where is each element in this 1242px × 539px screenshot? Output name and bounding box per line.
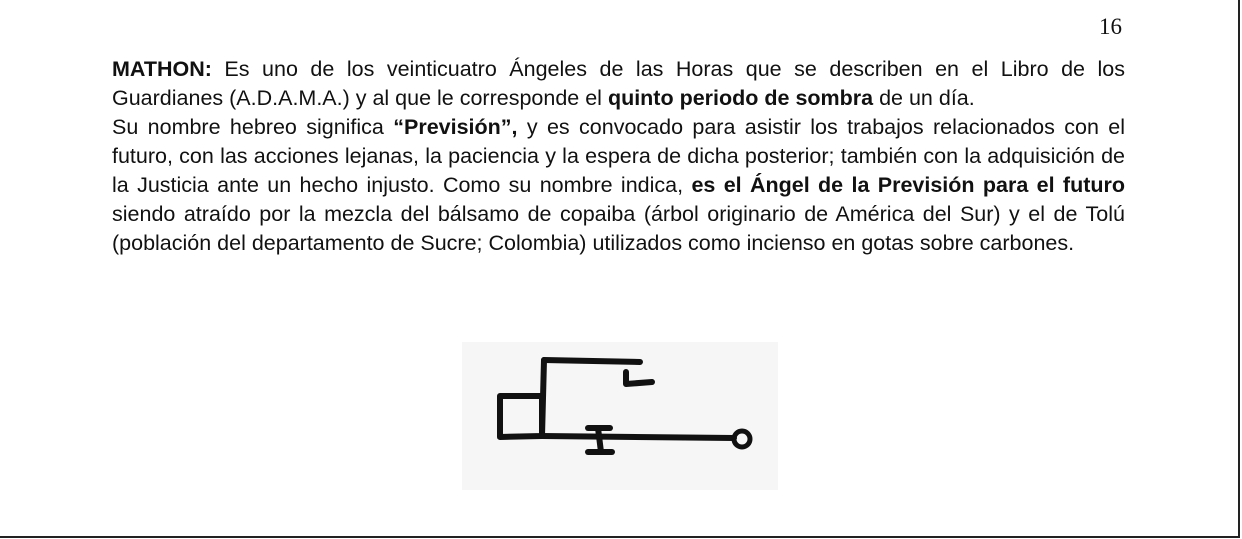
seal-box-stroke — [500, 396, 542, 437]
angel-seal-icon — [462, 342, 778, 490]
intro-text-1: Es uno de los veinticuatro Ángeles de las Horas que se describen en el Libro de los Guardianes (A.D.A.M.A.) y al que le corresponde el — [112, 57, 1125, 110]
angel-entry — [112, 55, 1125, 258]
page-number: 16 — [1099, 14, 1122, 39]
seal-end-circle — [734, 431, 750, 447]
angel-seal-figure — [462, 342, 778, 490]
angel-name: MATHON: — [112, 57, 212, 81]
intro-bold-text: quinto periodo de sombra — [607, 86, 874, 110]
meaning-text-2: y es convocado para asistir los trabajos relacionados con el futuro, con las acciones lejanas, la paciencia y la espera de dicha posterior; también con la adquisición de la Justicia ante un hecho injusto. Como su nombre indica, — [112, 115, 1125, 197]
meaning-text-1: Su nombre hebreo significa — [112, 115, 394, 139]
meaning-text-3: siendo atraído por la mezcla del bálsamo de copaiba (árbol originario de América del Sur) y el de Tolú (población del departamento de Sucre; Colombia) utilizados como incienso en gotas sobre carbones. — [112, 202, 1125, 255]
seal-hook-stroke — [626, 372, 652, 384]
seal-post-stroke — [598, 428, 601, 452]
seal-top-stroke — [544, 360, 640, 362]
intro-text-2: de un día. — [873, 86, 975, 110]
seal-vertical-stroke — [542, 360, 544, 436]
seal-bottom-stroke — [542, 436, 734, 438]
meaning-bold-text-2: es el Ángel de la Previsión para el futuro — [691, 173, 1125, 197]
meaning-bold-text: “Previsión”, — [393, 115, 518, 139]
entry-intro-paragraph — [112, 55, 1125, 113]
entry-meaning-paragraph — [112, 113, 1125, 258]
